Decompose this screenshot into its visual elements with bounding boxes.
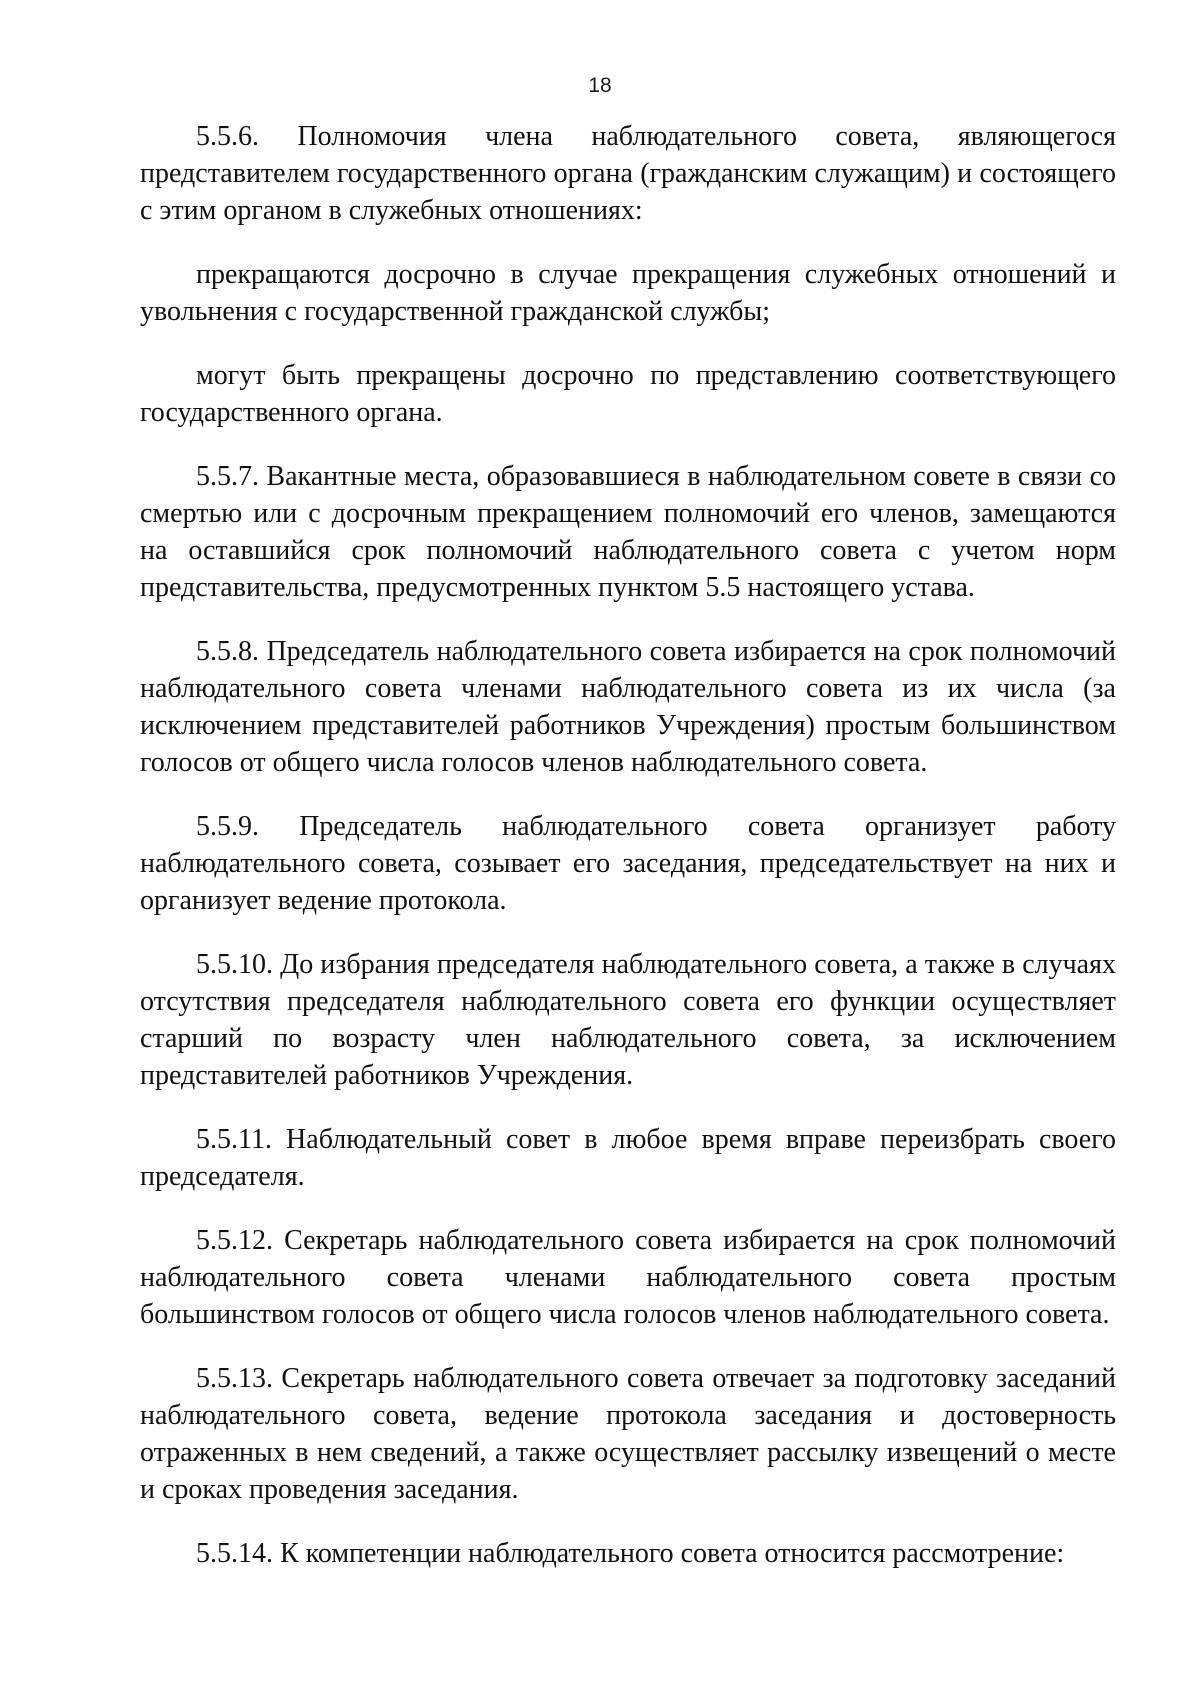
paragraph-5-5-12: 5.5.12. Секретарь наблюдательного совета избирается на срок полномочий наблюдательного совета членами наблюдательного совета простым большинством голосов от общего числа голосов членов наблюдательного совета. [140, 1225, 1116, 1330]
paragraph-termination-by-request: могут быть прекращены досрочно по представлению соответствующего государственного органа. [140, 360, 1116, 428]
page-number: 18 [588, 74, 612, 97]
paragraph-5-5-13: 5.5.13. Секретарь наблюдательного совета отвечает за подготовку заседаний наблюдательного совета, ведение протокола заседания и достоверность отраженных в нем сведений, а также осуществляет рассылку извещений о месте и сроках проведения заседания. [140, 1363, 1116, 1505]
paragraph-termination-early: прекращаются досрочно в случае прекращения служебных отношений и увольнения с государственной гражданской службы; [140, 259, 1116, 327]
paragraph-5-5-11: 5.5.11. Наблюдательный совет в любое время вправе переизбрать своего председателя. [140, 1124, 1116, 1192]
paragraph-5-5-10: 5.5.10. До избрания председателя наблюдательного совета, а также в случаях отсутствия председателя наблюдательного совета его функции осуществляет старший по возрасту член наблюдательного совета, за исключением представителей работников Учреждения. [140, 949, 1116, 1091]
paragraph-5-5-14: 5.5.14. К компетенции наблюдательного совета относится рассмотрение: [196, 1538, 1065, 1569]
paragraph-5-5-7: 5.5.7. Вакантные места, образовавшиеся в наблюдательном совете в связи со смертью или с досрочным прекращением полномочий его членов, замещаются на оставшийся срок полномочий наблюдательного совета с учетом норм представительства, предусмотренных пунктом 5.5 настоящего устава. [140, 461, 1116, 603]
paragraph-5-5-6: 5.5.6. Полномочия члена наблюдательного совета, являющегося представителем государственного органа (гражданским служащим) и состоящего с этим органом в служебных отношениях: [140, 121, 1116, 226]
paragraph-5-5-8: 5.5.8. Председатель наблюдательного совета избирается на срок полномочий наблюдательного совета членами наблюдательного совета из их числа (за исключением представителей работников Учреждения) простым большинством голосов от общего числа голосов членов наблюдательного совета. [140, 636, 1116, 778]
document-body [140, 118, 1116, 1572]
paragraph-5-5-9: 5.5.9. Председатель наблюдательного совета организует работу наблюдательного совета, созывает его заседания, председательствует на них и организует ведение протокола. [140, 811, 1116, 916]
